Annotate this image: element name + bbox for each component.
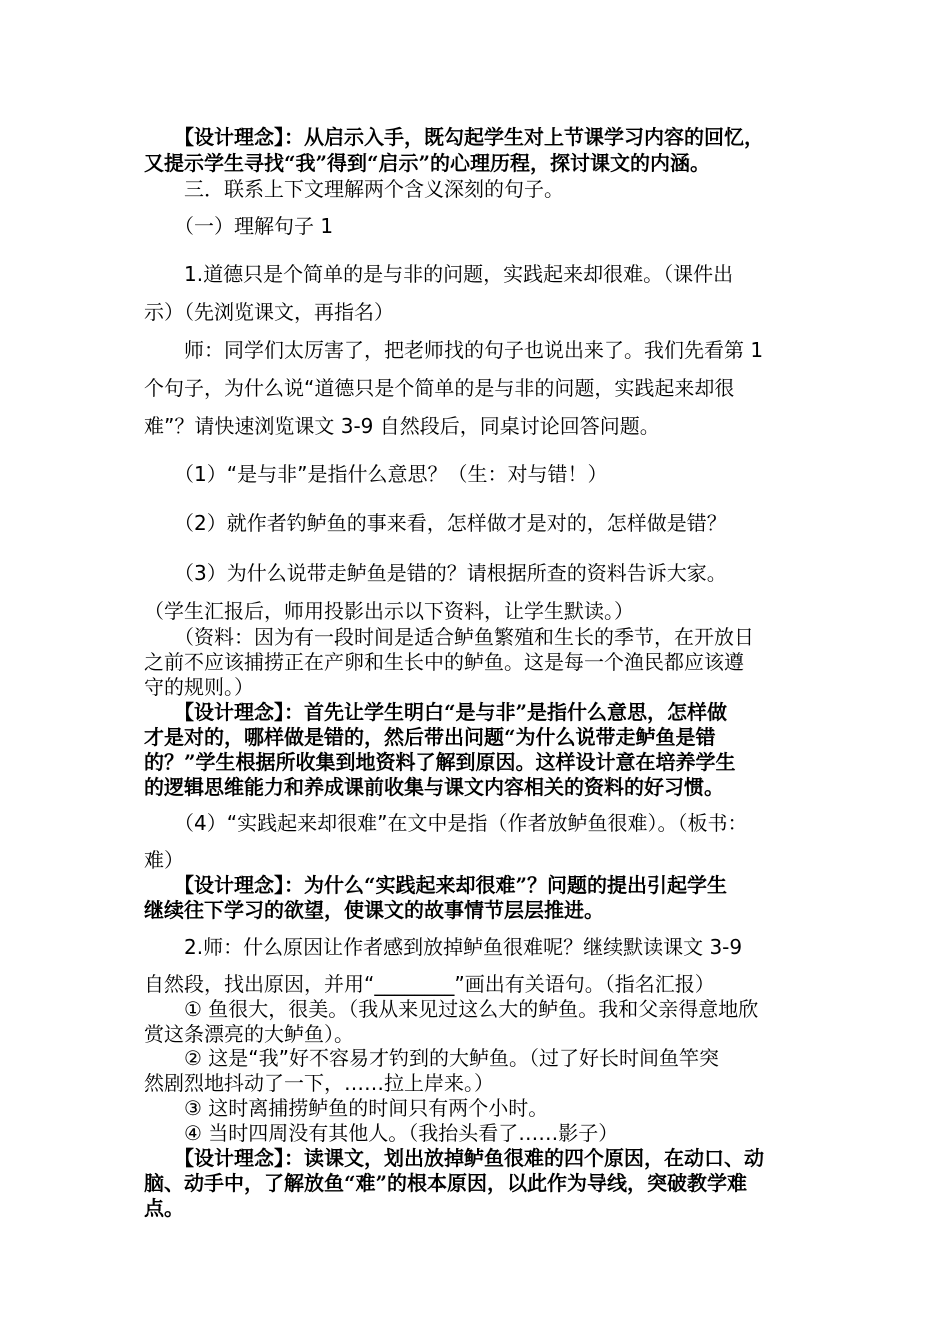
question-4-line-1: （4）“实践起来却很难”在文中是指（作者放鲈鱼很难）。（板书：: [144, 811, 748, 835]
student-report-note: （学生汇报后，师用投影出示以下资料，让学生默读。）: [144, 599, 634, 623]
reason-4: ④ 当时四周没有其他人。（我抬头看了……影子）: [144, 1121, 619, 1145]
reason-2-line-2: 然剧烈地抖动了一下，……拉上岸来。）: [144, 1071, 494, 1095]
design-concept-4-line-2: 脑、动手中，了解放鱼“难”的根本原因，以此作为导线，突破教学难: [144, 1171, 748, 1195]
sentence-1-line-2: 示）（先浏览课文，再指名）: [144, 300, 394, 324]
design-concept-2-line-3: 的？”学生根据所收集到地资料了解到原因。这样设计意在培养学生: [144, 750, 736, 774]
design-concept-4-line-1: 【设计理念】：读课文，划出放掉鲈鱼很难的四个原因，在动口、动: [144, 1146, 764, 1170]
material-line-1: （资料：因为有一段时间是适合鲈鱼繁殖和生长的季节，在开放日: [144, 625, 754, 649]
question-3: （3）为什么说带走鲈鱼是错的？请根据所查的资料告诉大家。: [144, 561, 727, 585]
reason-1-line-2: 赏这条漂亮的大鲈鱼）。: [144, 1022, 354, 1046]
design-concept-2-line-4: 的逻辑思维能力和养成课前收集与课文内容相关的资料的好习惯。: [144, 775, 724, 799]
teacher-q2-line-1: 2.师：什么原因让作者感到放掉鲈鱼很难呢？继续默读课文 3-9: [144, 935, 743, 959]
design-concept-1-line-1: 【设计理念】：从启示入手，既勾起学生对上节课学习内容的回忆，: [144, 125, 764, 149]
design-concept-2-line-2: 才是对的，哪样做是错的，然后带出问题“为什么说带走鲈鱼是错: [144, 725, 716, 749]
design-concept-4-line-3: 点。: [144, 1196, 184, 1220]
teacher-line-2: 个句子，为什么说“道德只是个简单的是与非的问题，实践起来却很: [144, 376, 735, 400]
subsection-1-heading: （一）理解句子 1: [144, 214, 334, 238]
design-concept-2-line-1: 【设计理念】：首先让学生明白“是与非”是指什么意思，怎样做: [144, 700, 728, 724]
teacher-q2-line-2: 自然段，找出原因，并用“________”画出有关语句。（指名汇报）: [144, 972, 715, 996]
design-concept-3-line-2: 继续往下学习的欲望，使课文的故事情节层层推进。: [144, 898, 604, 922]
material-line-3: 守的规则。）: [144, 675, 254, 699]
reason-3: ③ 这时离捕捞鲈鱼的时间只有两个小时。: [144, 1096, 549, 1120]
question-4-line-2: 难）: [144, 848, 184, 872]
reason-1-line-1: ① 鱼很大，很美。（我从来见过这么大的鲈鱼。我和父亲得意地欣: [144, 997, 759, 1021]
design-concept-3-line-1: 【设计理念】：为什么“实践起来却很难”？问题的提出引起学生: [144, 873, 728, 897]
question-1: （1）“是与非”是指什么意思？（生：对与错！）: [144, 462, 608, 486]
material-line-2: 之前不应该捕捞正在产卵和生长中的鲈鱼。这是每一个渔民都应该遵: [144, 650, 744, 674]
question-2: （2）就作者钓鲈鱼的事来看，怎样做才是对的，怎样做是错？: [144, 511, 727, 535]
teacher-line-1: 师：同学们太厉害了，把老师找的句子也说出来了。我们先看第 1: [144, 338, 764, 362]
teacher-line-3: 难”？请快速浏览课文 3-9 自然段后，同桌讨论回答问题。: [144, 414, 660, 438]
design-concept-1-line-2: 又提示学生寻找“我”得到“启示”的心理历程，探讨课文的内涵。: [144, 151, 711, 175]
sentence-1-line-1: 1.道德只是个简单的是与非的问题，实践起来却很难。（课件出: [144, 262, 734, 286]
section-3-heading: 三．联系上下文理解两个含义深刻的句子。: [144, 177, 564, 201]
reason-2-line-1: ② 这是“我”好不容易才钓到的大鲈鱼。（过了好长时间鱼竿突: [144, 1046, 720, 1070]
